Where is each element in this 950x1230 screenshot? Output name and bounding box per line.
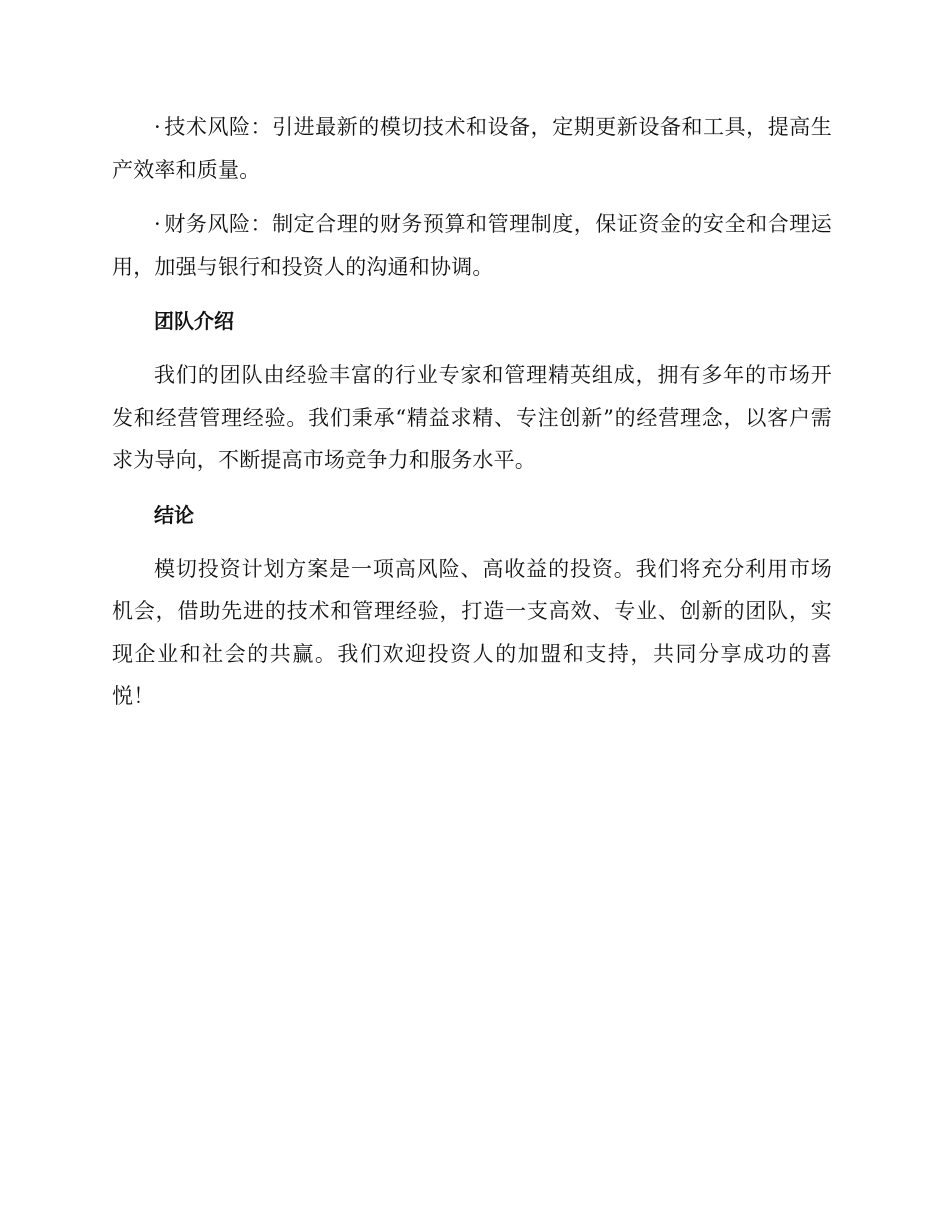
risk-item-text: 技术风险：引进最新的模切技术和设备，定期更新设备和工具，提高生产效率和质量。 xyxy=(112,115,832,182)
bullet-icon: · xyxy=(154,212,161,236)
team-paragraph: 我们的团队由经验丰富的行业专家和管理精英组成，拥有多年的市场开发和经营管理经验。我们秉承“精益求精、专注创新”的经营理念，以客户需求为导向，不断提高市场竞争力和服务水平。 xyxy=(112,363,832,472)
conclusion-heading: 结论 xyxy=(154,502,194,527)
risk-item-text: 财务风险：制定合理的财务预算和管理制度，保证资金的安全和合理运用，加强与银行和投资人的沟通和协调。 xyxy=(112,212,832,279)
risk-item-financial xyxy=(112,203,832,288)
conclusion-paragraph: 模切投资计划方案是一项高风险、高收益的投资。我们将充分利用市场机会，借助先进的技术和管理经验，打造一支高效、专业、创新的团队，实现企业和社会的共赢。我们欢迎投资人的加盟和支持，共同分享成功的喜悦！ xyxy=(112,556,832,708)
bullet-icon: · xyxy=(154,115,161,139)
risk-item-technical xyxy=(112,106,832,191)
team-heading: 团队介绍 xyxy=(154,309,234,333)
document-page xyxy=(112,106,832,730)
